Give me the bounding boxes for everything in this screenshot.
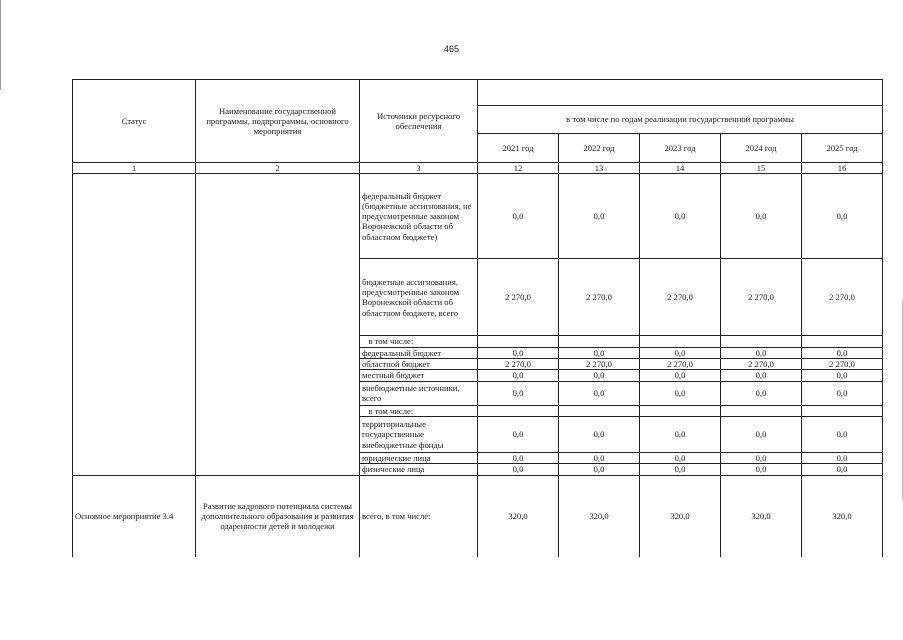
value-cell bbox=[721, 405, 802, 416]
value-cell: 2 270,0 bbox=[802, 259, 883, 336]
value-cell: 0,0 bbox=[640, 416, 721, 452]
value-cell bbox=[559, 405, 640, 416]
column-number: 13 bbox=[559, 163, 640, 174]
value-cell: 2 270,0 bbox=[559, 358, 640, 369]
source-label: областной бюджет bbox=[360, 358, 478, 369]
value-cell: 0,0 bbox=[802, 381, 883, 405]
source-label: в том числе: bbox=[360, 405, 478, 416]
header-year: 2023 год bbox=[640, 134, 721, 163]
value-cell: 0,0 bbox=[640, 452, 721, 463]
column-number: 14 bbox=[640, 163, 721, 174]
header-year: 2021 год bbox=[478, 134, 559, 163]
column-number: 1 bbox=[73, 163, 196, 174]
value-cell: 0,0 bbox=[559, 416, 640, 452]
value-cell: 320,0 bbox=[559, 475, 640, 557]
source-label: федеральный бюджет (бюджетные ассигнования, не предусмотренные законом Воронежской области об областном бюджете) bbox=[360, 174, 478, 259]
header-year: 2025 год bbox=[802, 134, 883, 163]
name-cell-empty bbox=[196, 174, 360, 475]
value-cell: 0,0 bbox=[559, 452, 640, 463]
value-cell: 2 270,0 bbox=[640, 259, 721, 336]
value-cell bbox=[640, 336, 721, 347]
value-cell: 0,0 bbox=[640, 347, 721, 358]
status-cell-empty bbox=[73, 174, 196, 475]
value-cell: 0,0 bbox=[640, 464, 721, 475]
budget-table bbox=[72, 79, 883, 557]
header-row bbox=[73, 80, 883, 106]
column-number: 12 bbox=[478, 163, 559, 174]
column-number: 16 bbox=[802, 163, 883, 174]
value-cell: 0,0 bbox=[802, 452, 883, 463]
value-cell bbox=[721, 336, 802, 347]
page-number: 465 bbox=[443, 44, 460, 54]
value-cell: 0,0 bbox=[478, 464, 559, 475]
main-event-total-label: всего, в том числе: bbox=[360, 475, 478, 557]
value-cell: 0,0 bbox=[559, 464, 640, 475]
table-row bbox=[73, 174, 883, 259]
value-cell: 0,0 bbox=[478, 416, 559, 452]
column-number: 2 bbox=[196, 163, 360, 174]
value-cell: 2 270,0 bbox=[478, 259, 559, 336]
value-cell: 0,0 bbox=[640, 381, 721, 405]
value-cell: 2 270,0 bbox=[559, 259, 640, 336]
header-name: Наименование государственной программы, подпрограммы, основного мероприятия bbox=[196, 80, 360, 163]
source-label: юридические лица bbox=[360, 452, 478, 463]
source-label: местный бюджет bbox=[360, 370, 478, 381]
value-cell: 0,0 bbox=[478, 347, 559, 358]
value-cell: 0,0 bbox=[721, 174, 802, 259]
value-cell: 0,0 bbox=[478, 452, 559, 463]
source-label: федеральный бюджет bbox=[360, 347, 478, 358]
value-cell: 0,0 bbox=[802, 464, 883, 475]
source-label: внебюджетные источники, всего bbox=[360, 381, 478, 405]
value-cell bbox=[802, 405, 883, 416]
value-cell: 0,0 bbox=[721, 464, 802, 475]
value-cell: 0,0 bbox=[721, 381, 802, 405]
value-cell: 0,0 bbox=[721, 370, 802, 381]
value-cell: 0,0 bbox=[640, 174, 721, 259]
value-cell: 0,0 bbox=[802, 174, 883, 259]
header-year: 2022 год bbox=[559, 134, 640, 163]
main-event-status: Основное мероприятие 3.4 bbox=[73, 475, 196, 557]
value-cell: 0,0 bbox=[559, 174, 640, 259]
value-cell bbox=[802, 336, 883, 347]
source-label: в том числе: bbox=[360, 336, 478, 347]
value-cell: 0,0 bbox=[802, 416, 883, 452]
value-cell: 0,0 bbox=[721, 452, 802, 463]
value-cell: 0,0 bbox=[802, 370, 883, 381]
value-cell: 2 270,0 bbox=[478, 358, 559, 369]
main-event-name: Развитие кадрового потенциала системы дополнительного образования и развития одаренности детей и молодежи bbox=[196, 475, 360, 557]
value-cell: 320,0 bbox=[802, 475, 883, 557]
value-cell: 0,0 bbox=[559, 381, 640, 405]
value-cell: 0,0 bbox=[640, 370, 721, 381]
header-years-group: в том числе по годам реализации государственной программы bbox=[478, 106, 883, 134]
value-cell: 0,0 bbox=[721, 347, 802, 358]
source-label: физические лица bbox=[360, 464, 478, 475]
value-cell: 2 270,0 bbox=[802, 358, 883, 369]
value-cell: 2 270,0 bbox=[640, 358, 721, 369]
main-event-row bbox=[73, 475, 883, 557]
header-empty-top bbox=[478, 80, 883, 106]
value-cell: 320,0 bbox=[721, 475, 802, 557]
header-year: 2024 год bbox=[721, 134, 802, 163]
value-cell: 0,0 bbox=[478, 174, 559, 259]
value-cell: 0,0 bbox=[559, 370, 640, 381]
value-cell: 2 270,0 bbox=[721, 259, 802, 336]
header-source: Источники ресурсного обеспечения bbox=[360, 80, 478, 163]
value-cell: 2 270,0 bbox=[721, 358, 802, 369]
value-cell bbox=[478, 405, 559, 416]
value-cell bbox=[559, 336, 640, 347]
source-label: бюджетные ассигнования, предусмотренные законом Воронежской области об областном бюджете, всего bbox=[360, 259, 478, 336]
header-status: Статус bbox=[73, 80, 196, 163]
value-cell: 0,0 bbox=[478, 381, 559, 405]
source-label: территориальные государственные внебюджетные фонды bbox=[360, 416, 478, 452]
value-cell bbox=[478, 336, 559, 347]
value-cell: 320,0 bbox=[478, 475, 559, 557]
value-cell: 0,0 bbox=[559, 347, 640, 358]
value-cell bbox=[640, 405, 721, 416]
column-number: 3 bbox=[360, 163, 478, 174]
value-cell: 0,0 bbox=[721, 416, 802, 452]
value-cell: 0,0 bbox=[478, 370, 559, 381]
value-cell: 320,0 bbox=[640, 475, 721, 557]
value-cell: 0,0 bbox=[802, 347, 883, 358]
column-numbers-row bbox=[73, 163, 883, 174]
column-number: 15 bbox=[721, 163, 802, 174]
